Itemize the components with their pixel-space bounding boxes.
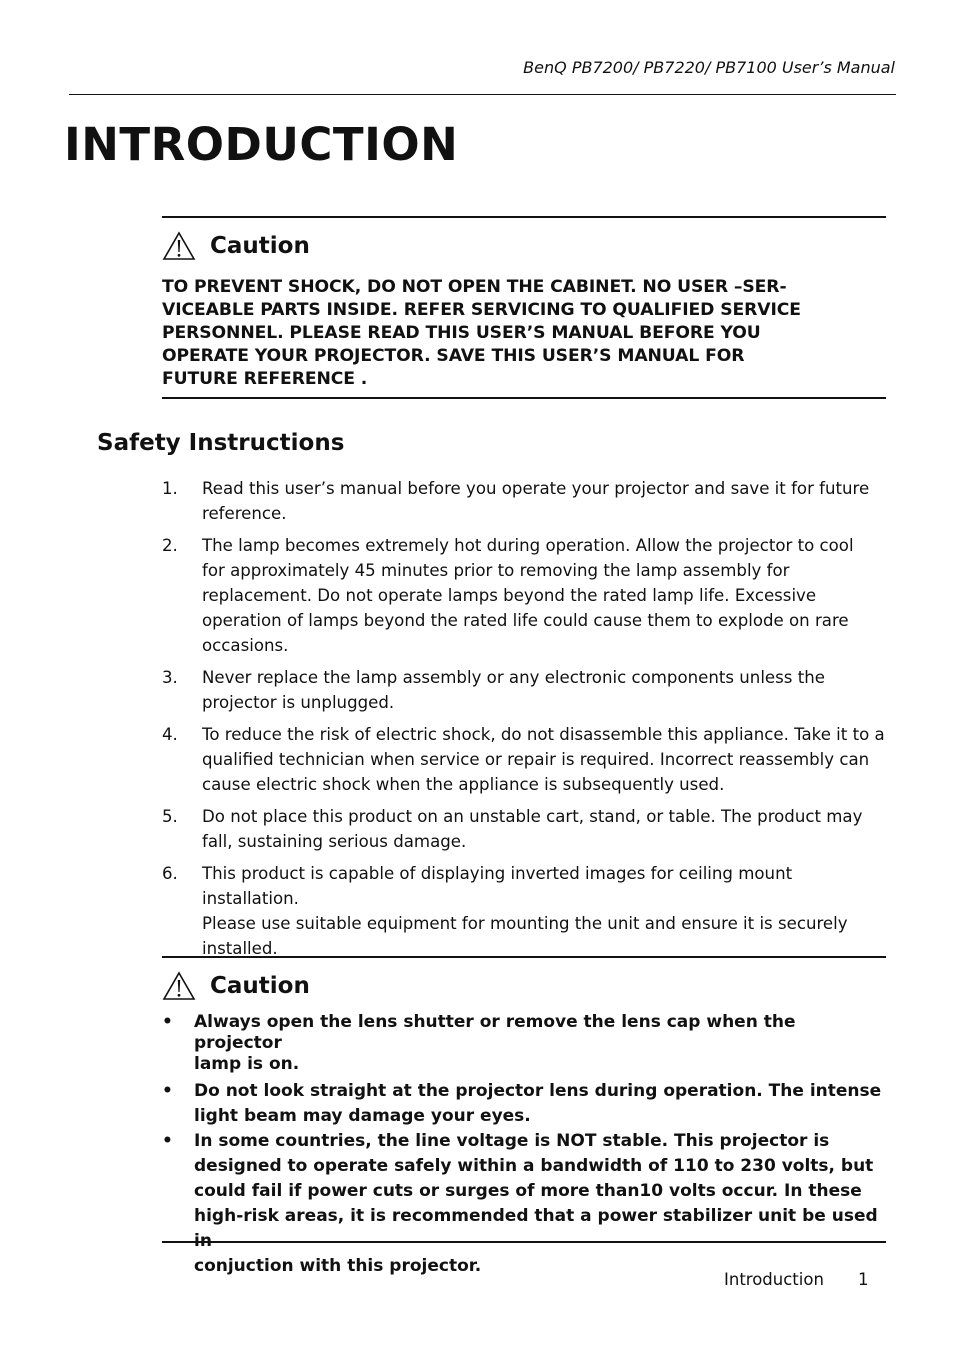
page-title: INTRODUCTION [64,118,459,171]
bullet-item [162,1012,886,1075]
list-item-number: 3. [162,668,178,687]
caution-line: PERSONNEL. PLEASE READ THIS USER’S MANUAL BEFORE YOU [162,323,761,343]
bullet-text: Always open the lens shutter or remove the lens cap when the projector lamp is on. [194,1012,796,1074]
list-item-number: 6. [162,864,178,883]
bullet-dot: • [162,1012,173,1032]
header-rule [69,94,896,95]
caution-heading-1 [162,228,886,264]
list-item-text: This product is capable of displaying inverted images for ceiling mount installation. Please use suitable equipment for mounting the unit and ensure it is securely installed. [202,864,848,958]
list-item [162,665,892,715]
list-item [162,804,892,854]
list-item-text: Read this user’s manual before you operate your projector and save it for future reference. [202,479,870,523]
list-item-number: 5. [162,807,178,826]
bullet-text: Do not look straight at the projector lens during operation. The intense light beam may damage your eyes. [194,1081,882,1126]
safety-instructions-list [162,476,892,968]
caution-box-1 [162,216,886,399]
list-item [162,722,892,797]
list-item-number: 2. [162,536,178,555]
caution-label: Caution [210,233,310,259]
bullet-item [162,1129,886,1279]
caution-line: OPERATE YOUR PROJECTOR. SAVE THIS USER’S MANUAL FOR [162,346,745,366]
list-item-number: 4. [162,725,178,744]
list-item-text: To reduce the risk of electric shock, do not disassemble this appliance. Take it to a qualified technician when service or repair is required. Incorrect reassembly can cause electric shock when the appliance is subsequently used. [202,725,885,794]
list-item [162,476,892,526]
caution-line: TO PREVENT SHOCK, DO NOT OPEN THE CABINET. NO USER –SER- [162,277,787,297]
bullet-dot: • [162,1131,173,1151]
caution-text [162,276,886,391]
list-item [162,533,892,658]
list-item-text: Never replace the lamp assembly or any electronic components unless the projector is unplugged. [202,668,825,712]
caution-heading-2 [162,968,886,1004]
list-item [162,861,892,961]
list-item-number: 1. [162,479,178,498]
running-header: BenQ PB7200/ PB7220/ PB7100 User’s Manual [523,58,895,77]
caution-box-2 [162,956,886,1276]
list-item-text: The lamp becomes extremely hot during operation. Allow the projector to cool for approximately 45 minutes prior to removing the lamp assembly for replacement. Do not operate lamps beyond the rated lamp life. Excessive operation of lamps beyond the rated life could cause them to explode on rare occasions. [202,536,854,655]
caution-line: FUTURE REFERENCE . [162,369,368,389]
caution-bullet-list [162,1012,886,1279]
warning-triangle-icon [162,971,196,1001]
warning-triangle-icon [162,231,196,261]
bullet-dot: • [162,1081,173,1101]
caution-label: Caution [210,973,310,999]
footer-section-name: Introduction [724,1270,824,1289]
bullet-text: In some countries, the line voltage is NOT stable. This projector is designed to operate safely within a bandwidth of 110 to 230 volts, but could fail if power cuts or surges of more than10 volts occur. In these high-risk areas, it is recommended that a power stabilizer unit be used in conjuction with this projector. [194,1131,878,1276]
list-item-text: Do not place this product on an unstable cart, stand, or table. The product may fall, sustaining serious damage. [202,807,863,851]
bullet-item [162,1079,886,1129]
footer-page-number: 1 [858,1270,869,1289]
caution-line: VICEABLE PARTS INSIDE. REFER SERVICING TO QUALIFIED SERVICE [162,300,801,320]
section-heading-safety: Safety Instructions [97,430,345,456]
